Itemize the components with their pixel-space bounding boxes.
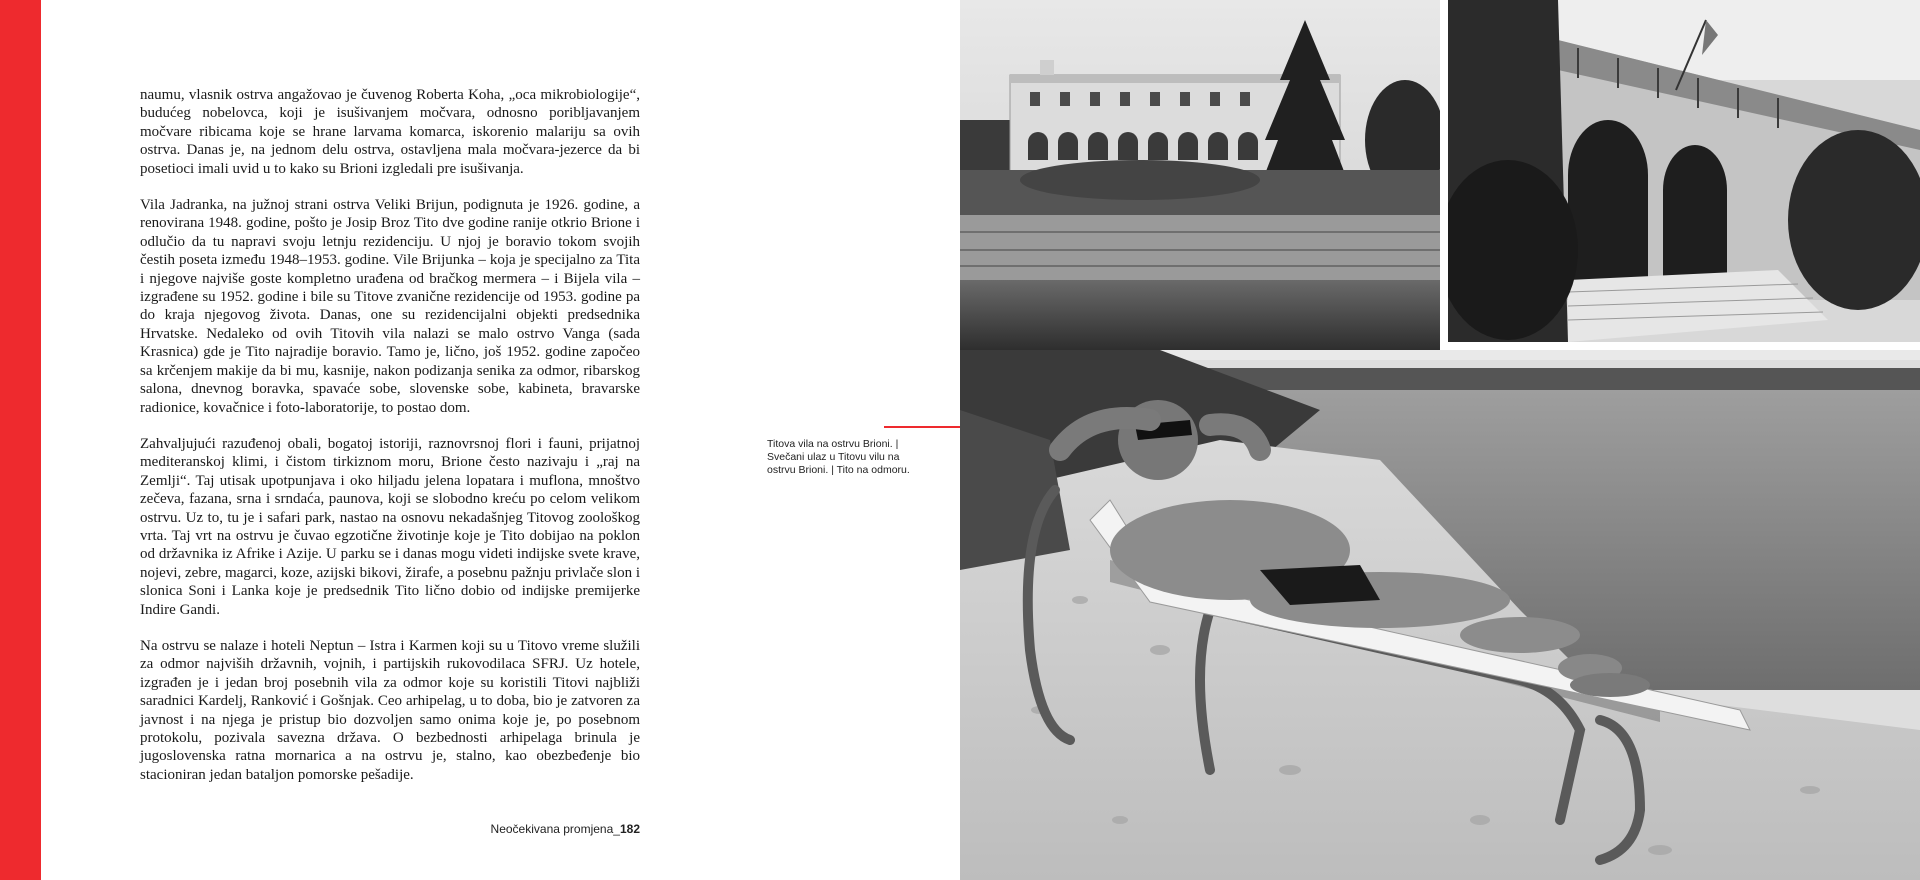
paragraph-vila-jadranka: Vila Jadranka, na južnoj strani ostrva Veliki Brijun, podignuta je 1926. godine, a renovirana 1948. godine, pošto je Josip Broz Tito dve godine ranije otkrio Brione i odlučio da tu napravi svoju letnju rezidenciju. U njoj je boravio tokom svojih čestih poseta između 1948–1953. godine. Vile Brijunka – koja je specijalno za Tita i njegove najviše goste kompletno urađena od bračkog mermera – i Bijela vila – izgrađene su 1952. godine i bile su Titove zvanične rezidencije od 1953. godine pa do kraja njegovog života. Danas, one su rezidencijalni objekti predsednika Hrvatske. Nedaleko od ovih Titovih vila nalazi se malo ostrvo Vanga (sada Krasnica) gde je Tito najradije boravio. Tamo je, lično, još 1952. godine započeo sa krčenjem makije da bi mu, kasnije, nakon podizanja senika za odmor, ribarskog salona, dnevnog boravka, spavaće sobe, slovenske sobe, kabineta, bravarske radionice, kovačnice i foto-laboratorije, to postao dom. <box>140 197 640 416</box>
photo-caption: Titova vila na ostrvu Brioni. | Svečani ulaz u Titovu vilu na ostrvu Brioni. | Tito na odmoru. <box>767 438 910 476</box>
paragraph-paradise: Zahvaljujući razuđenoj obali, bogatoj istoriji, raznovrsnoj flori i fauni, prijatnoj mediteranskoj klimi, i čistom tirkiznom moru, Brione često nazivaju i „raj na Zemlji“. Taj utisak upotpunjava i oko hiljadu jelena lopatara i muflona, mnoštvo zečeva, fazana, srna i srndaća, paunova, koji se slobodno kreću po celom velikom ostrvu. Uz to, tu je i safari park, nastao na osnovu nekadašnjeg Titovog zoološkog vrta. Taj vrt na ostrvu je čuvao egzotične životinje koje je Tito dobijao na poklon od državnika iz Afrike i Azije. U parku se i danas mogu videti indijske svete krave, nojevi, zebre, magarci, koze, azijski bikovi, žirafe, a posebnu pažnju privlače slon i slonica Soni i Lanka koje je predsednik Tito lično dobio od indijske premijerke Indire Gandi. <box>140 435 640 618</box>
paragraph-koch: naumu, vlasnik ostrva angažovao je čuvenog Roberta Koha, „oca mikrobiologije“, budućeg nobelovca, koji je isušivanjem močvara, odnosno poribljavanjem močvare ribicama koje se hrane larvama komarca, iskorenio malariju sa ovih ostrva. Danas je, na jednom delu ostrva, ostavljena mala močvara-jezerce da bi posetioci imali uvid u to kako su Brioni izgledali pre isušivanja. <box>140 87 640 177</box>
page-number: 182 <box>619 822 640 836</box>
page-footer <box>400 822 640 836</box>
photo-tito-on-beach <box>960 350 1920 880</box>
book-title: Neočekivana promjena_ <box>490 822 620 836</box>
body-text-column <box>140 86 640 802</box>
paragraph-hotels: Na ostrvu se nalaze i hoteli Neptun – Istra i Karmen koji su u Titovo vreme služili za odmor najviših državnih, vojnih, i partijskih rukovodilaca SFRJ. Uz hotele, izgrađen je i jedan broj posebnih vila za odmor koje su koristili Titovi najbliži saradnici Kardelj, Ranković i Gošnjak. Ceo arhipelag, u to doba, bio je zatvoren za javnost i na njega je pristup bio dozvoljen samo onima koje je, po posebnom protokolu, pozivala savezna država. O bezbednosti arhipelaga brinula je jugoslovenska ratna mornarica a na ostrvu je, stalno, kao obezbeđenje bio stacioniran jedan bataljon pomorske pešadije. <box>140 637 640 783</box>
page-edge-accent-bar <box>0 0 41 880</box>
photo-villa <box>960 0 1440 350</box>
photo-villa-entrance <box>1448 0 1920 342</box>
